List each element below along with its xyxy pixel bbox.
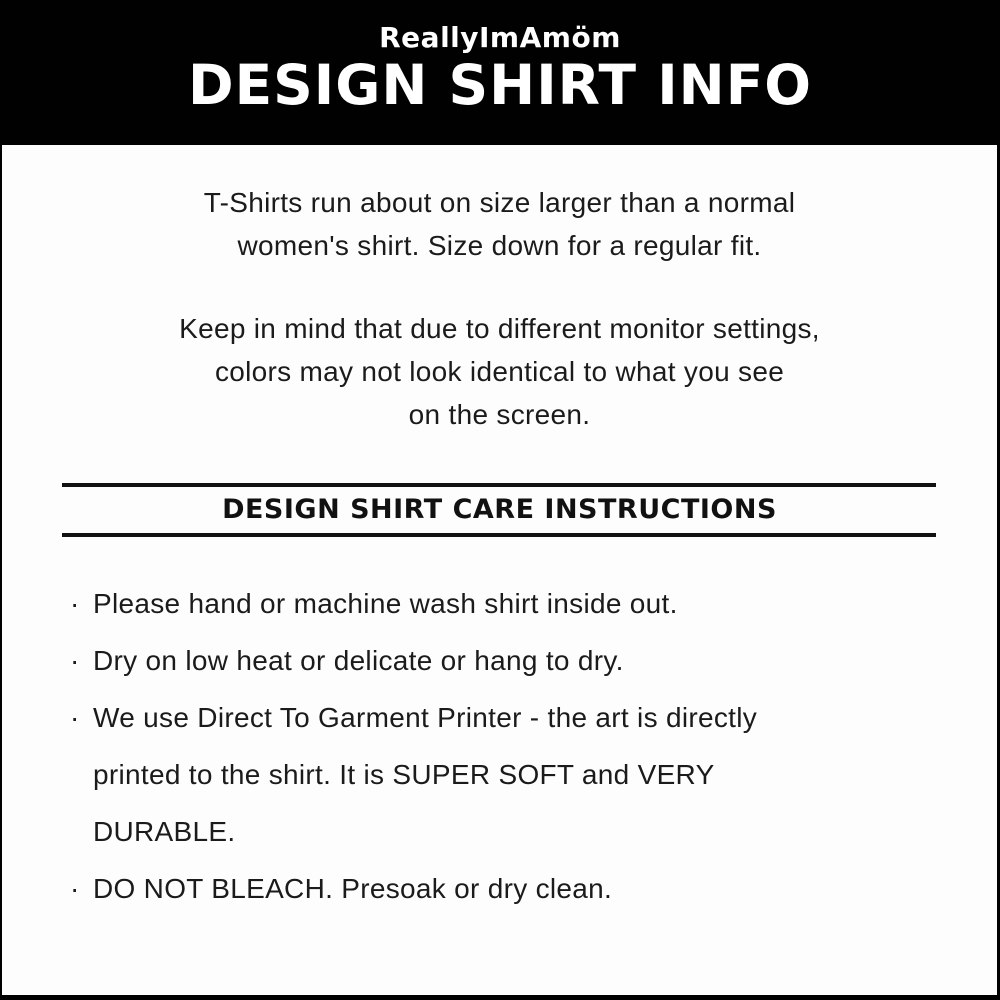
monitor-note-line: Keep in mind that due to different monitor settings,: [179, 313, 820, 344]
care-item-text: Dry on low heat or delicate or hang to dry.: [93, 645, 624, 676]
brand-logo: ReallyImAmöm: [379, 21, 621, 54]
care-item-text: printed to the shirt. It is SUPER SOFT and VERY: [93, 759, 715, 790]
care-instructions-list: [70, 575, 957, 917]
content-panel: [2, 145, 997, 995]
sizing-note-line: T-Shirts run about on size larger than a normal: [203, 187, 796, 218]
monitor-note-line: on the screen.: [408, 399, 591, 430]
care-item-text: We use Direct To Garment Printer - the art is directly: [93, 702, 758, 733]
care-item-text: DO NOT BLEACH. Presoak or dry clean.: [93, 873, 613, 904]
bullet-dot-icon: ·: [70, 873, 80, 904]
list-item: [70, 689, 957, 860]
monitor-note: [2, 307, 997, 436]
list-item: [70, 632, 957, 689]
list-item: [70, 860, 957, 917]
list-item: [70, 575, 957, 632]
sizing-note: [2, 181, 997, 267]
care-item-text: DURABLE.: [93, 816, 236, 847]
care-item-text: Please hand or machine wash shirt inside out.: [93, 588, 678, 619]
divider-line-top: [62, 483, 936, 487]
divider-line-bottom: [62, 533, 936, 537]
bullet-dot-icon: ·: [70, 645, 80, 676]
bullet-dot-icon: ·: [70, 588, 80, 619]
monitor-note-line: colors may not look identical to what you see: [214, 356, 785, 387]
header-band: [0, 0, 1000, 145]
sizing-note-line: women's shirt. Size down for a regular fit.: [237, 230, 762, 261]
bullet-dot-icon: ·: [70, 702, 80, 733]
page-title: DESIGN SHIRT INFO: [187, 53, 813, 117]
care-instructions-heading: DESIGN SHIRT CARE INSTRUCTIONS: [222, 494, 777, 525]
